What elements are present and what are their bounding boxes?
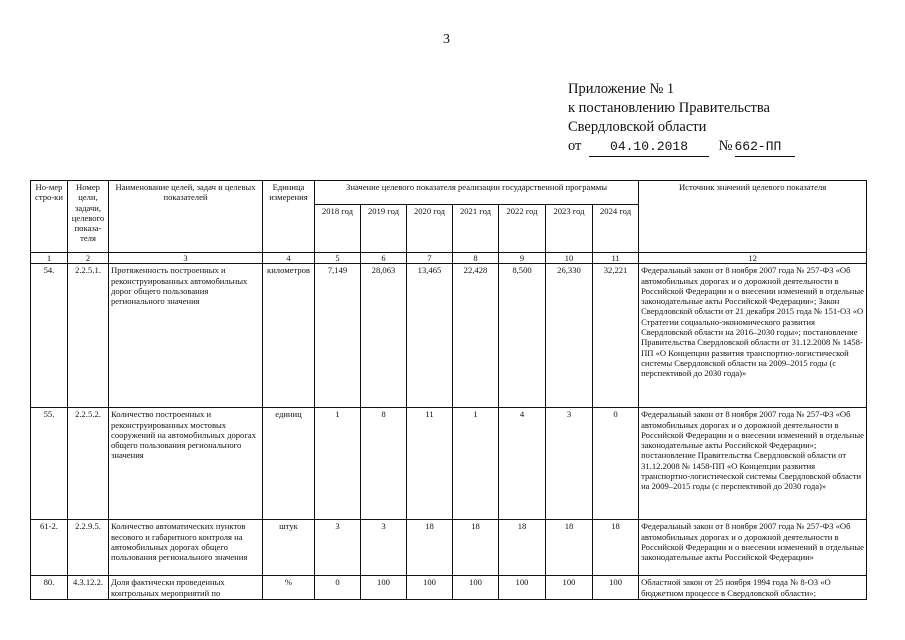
- source-text: Федеральный закон от 8 ноября 2007 года № 257-ФЗ «Об автомобильных дорогах и о дорожной деятельности в Российской Федерации и о внесении изменений в отдельные законодательные акты Российской Федерации»; Закон Свердловской области от 21 декабря 2015 года № 151-ОЗ «О Стратегии социально-экономического развития Свердловской области на 2016–2030 годы»; постановление Правительства Свердловской области от 31.12.2008 № 1458-ПП «О Концепции развития транспортно-логистической системы Свердловской области на 2009–2015 годы (с перспективой до 2030 года)»: [639, 264, 867, 408]
- row-number: 80.: [31, 576, 68, 600]
- value-cell: 100: [499, 576, 546, 600]
- indicator-name: Количество построенных и реконструированных мостовых сооружений на автомобильных дорогах общего пользования регионального значения: [109, 408, 263, 520]
- header-source: Источник значений целевого показателя: [639, 181, 867, 253]
- value-cell: 18: [546, 520, 593, 576]
- column-index: 10: [546, 253, 593, 264]
- value-cell: 3: [546, 408, 593, 520]
- target-indicators-table: [30, 180, 867, 600]
- value-cell: 18: [593, 520, 639, 576]
- value-cell: 4: [499, 408, 546, 520]
- value-cell: 32,221: [593, 264, 639, 408]
- header-goal-number: Номер цели, задачи, целевого показа-теля: [68, 181, 109, 253]
- table-row: [31, 408, 867, 520]
- header-year: 2020 год: [407, 205, 453, 253]
- value-cell: 28,063: [361, 264, 407, 408]
- column-index-row: [31, 253, 867, 264]
- value-cell: 18: [453, 520, 499, 576]
- number-label: №: [718, 138, 733, 154]
- unit: %: [263, 576, 315, 600]
- table-row: [31, 520, 867, 576]
- value-cell: 3: [315, 520, 361, 576]
- indicator-name: Протяженность построенных и реконструированных автомобильных дорог общего пользования регионального значения: [109, 264, 263, 408]
- header-unit: Единица измерения: [263, 181, 315, 253]
- appendix-date-number: [568, 137, 795, 157]
- value-cell: 100: [593, 576, 639, 600]
- value-cell: 100: [546, 576, 593, 600]
- value-cell: 7,149: [315, 264, 361, 408]
- value-cell: 100: [407, 576, 453, 600]
- column-index: 2: [68, 253, 109, 264]
- column-index: 8: [453, 253, 499, 264]
- appendix-authority: Свердловской области: [568, 119, 707, 135]
- value-cell: 1: [453, 408, 499, 520]
- header-year: 2022 год: [499, 205, 546, 253]
- value-cell: 0: [593, 408, 639, 520]
- source-text: Федеральный закон от 8 ноября 2007 года № 257-ФЗ «Об автомобильных дорогах и о дорожной деятельности в Российской Федерации и о внесении изменений в отдельные законодательные акты Российской Федерации»; постановление Правительства Свердловской области от 31.12.2008 № 1458-ПП «О Концепции развития транспортно-логистической системы Свердловской области на 2009–2015 годы (с перспективой до 2030 года)»: [639, 408, 867, 520]
- row-number: 55.: [31, 408, 68, 520]
- header-year: 2024 год: [593, 205, 639, 253]
- value-cell: 1: [315, 408, 361, 520]
- value-cell: 3: [361, 520, 407, 576]
- column-index: 4: [263, 253, 315, 264]
- indicator-name: Доля фактически проведенных контрольных мероприятий по: [109, 576, 263, 600]
- value-cell: 11: [407, 408, 453, 520]
- value-cell: 8,500: [499, 264, 546, 408]
- goal-code: 2.2.5.1.: [68, 264, 109, 408]
- value-cell: 26,330: [546, 264, 593, 408]
- row-number: 61-2.: [31, 520, 68, 576]
- column-index: 11: [593, 253, 639, 264]
- column-index: 7: [407, 253, 453, 264]
- column-index: 5: [315, 253, 361, 264]
- column-index: 9: [499, 253, 546, 264]
- appendix-heading: [568, 80, 795, 157]
- row-number: 54.: [31, 264, 68, 408]
- page-number: 3: [443, 32, 450, 47]
- table-row: [31, 264, 867, 408]
- header-row-number: Но-мер стро-ки: [31, 181, 68, 253]
- header-year: 2019 год: [361, 205, 407, 253]
- column-index: 12: [639, 253, 867, 264]
- header-year: 2021 год: [453, 205, 499, 253]
- from-label: от: [568, 138, 582, 154]
- appendix-title: Приложение № 1: [568, 81, 675, 97]
- header-name: Наименование целей, задач и целевых показателей: [109, 181, 263, 253]
- value-cell: 18: [499, 520, 546, 576]
- unit: штук: [263, 520, 315, 576]
- value-cell: 22,428: [453, 264, 499, 408]
- value-cell: 13,465: [407, 264, 453, 408]
- header-year: 2018 год: [315, 205, 361, 253]
- header-year: 2023 год: [546, 205, 593, 253]
- resolution-date: 04.10.2018: [589, 137, 709, 157]
- source-text: Областной закон от 25 ноября 1994 года № 8-ОЗ «О бюджетном процессе в Свердловской области»;: [639, 576, 867, 600]
- appendix-subtitle: к постановлению Правительства: [568, 100, 770, 116]
- resolution-number: 662-ПП: [735, 137, 795, 157]
- indicator-name: Количество автоматических пунктов весового и габаритного контроля на автомобильных дорогах общего пользования регионального значения: [109, 520, 263, 576]
- unit: единиц: [263, 408, 315, 520]
- column-index: 1: [31, 253, 68, 264]
- column-index: 3: [109, 253, 263, 264]
- goal-code: 2.2.9.5.: [68, 520, 109, 576]
- value-cell: 100: [453, 576, 499, 600]
- header-value-group: Значение целевого показателя реализации государственной программы: [315, 181, 639, 205]
- unit: километров: [263, 264, 315, 408]
- value-cell: 18: [407, 520, 453, 576]
- goal-code: 2.2.5.2.: [68, 408, 109, 520]
- source-text: Федеральный закон от 8 ноября 2007 года № 257-ФЗ «Об автомобильных дорогах и о дорожной деятельности в Российской Федерации и о внесении изменений в отдельные законодательные акты Российской Федерации»: [639, 520, 867, 576]
- goal-code: 4.3.12.2.: [68, 576, 109, 600]
- value-cell: 8: [361, 408, 407, 520]
- value-cell: 100: [361, 576, 407, 600]
- column-index: 6: [361, 253, 407, 264]
- table-row: [31, 576, 867, 600]
- value-cell: 0: [315, 576, 361, 600]
